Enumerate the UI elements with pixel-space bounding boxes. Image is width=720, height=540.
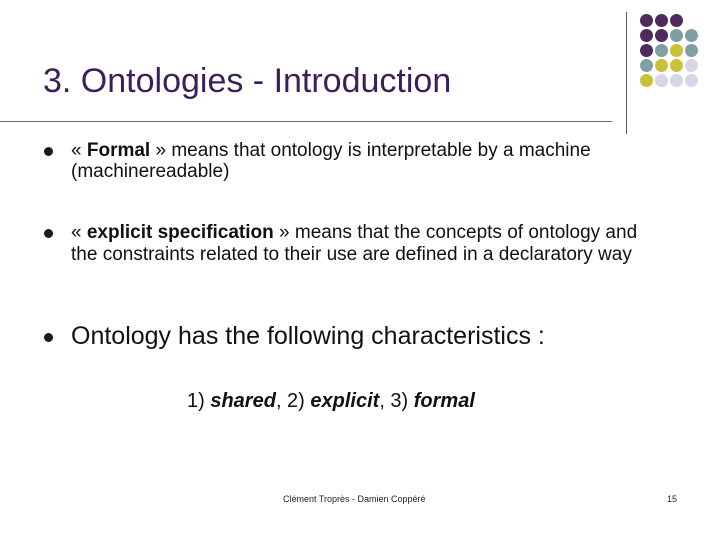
dot-grid-ornament-icon (640, 12, 720, 122)
open-quote: « (71, 140, 87, 161)
ornament-dot (685, 59, 698, 72)
ornament-dot (655, 74, 668, 87)
char-formal: formal (413, 390, 475, 412)
ornament-dot (640, 14, 653, 27)
ornament-dot (670, 74, 683, 87)
bullet-rest: means that ontology is interpretable by a machine (machinereadable) (71, 140, 591, 182)
bullet-item-formal (71, 140, 641, 182)
ornament-dot (640, 29, 653, 42)
ornament-dot (655, 59, 668, 72)
term-explicit-specification: explicit specification (86, 222, 274, 243)
char-explicit: explicit (310, 390, 380, 412)
bullet-marker (44, 229, 53, 238)
bullet-item-explicit-specification (71, 222, 651, 266)
ornament-dot (670, 14, 683, 27)
char-num-1: 1) (187, 390, 211, 412)
ornament-dot (655, 14, 668, 27)
footer-authors: Clément Troprès - Damien Coppéré (283, 494, 426, 504)
bullet-rest: means that the concepts of ontology and the constraints related to their use are defined in a declaratory way (71, 222, 638, 265)
close-quote: » (150, 140, 167, 161)
ornament-dot (685, 29, 698, 42)
ornament-dot (670, 29, 683, 42)
char-num-3: , 3) (379, 390, 414, 412)
bullet-marker (44, 333, 53, 342)
char-shared: shared (210, 390, 276, 412)
characteristics-list (187, 390, 475, 413)
ornament-dot (640, 59, 653, 72)
ornament-dot (670, 44, 683, 57)
bullet-marker (44, 147, 53, 156)
close-quote: » (273, 222, 290, 243)
ornament-dot (655, 44, 668, 57)
ornament-dot (670, 59, 683, 72)
ornament-dot (655, 29, 668, 42)
page-number: 15 (667, 494, 678, 504)
bullet-item-characteristics: Ontology has the following characteristics : (71, 322, 545, 350)
title-divider (0, 121, 612, 122)
vertical-divider (626, 12, 627, 134)
open-quote: « (71, 222, 87, 243)
ornament-dot (640, 44, 653, 57)
term-formal: Formal (86, 140, 151, 161)
ornament-dot (685, 44, 698, 57)
char-num-2: , 2) (275, 390, 311, 412)
slide-title: 3. Ontologies - Introduction (43, 62, 452, 100)
ornament-dot (640, 74, 653, 87)
ornament-dot (685, 74, 698, 87)
